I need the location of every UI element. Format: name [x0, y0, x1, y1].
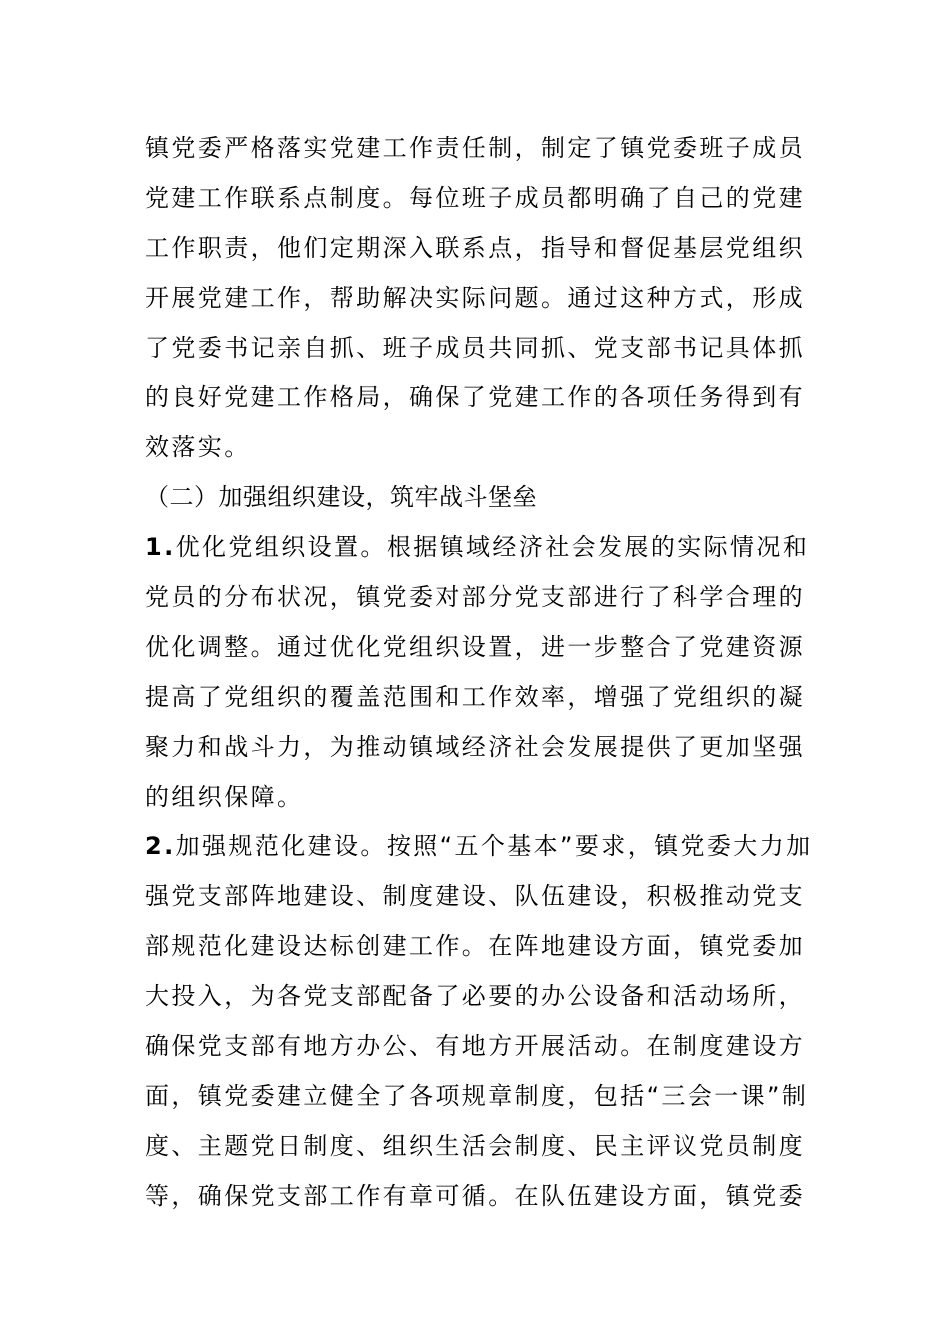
- item-1-title: 优化党组织设置。根据镇域经济社会发展的实际情况和: [175, 533, 810, 562]
- paragraph-line: 大投入，为各党支部配备了必要的办公设备和活动场所，: [145, 982, 805, 1011]
- item-2-title: 加强规范化建设。按照“五个基本”要求，镇党委大力加: [175, 832, 813, 861]
- paragraph-line: 等，确保党支部工作有章可循。在队伍建设方面，镇党委: [145, 1181, 805, 1210]
- paragraph-line: 确保党支部有地方办公、有地方开展活动。在制度建设方: [145, 1032, 805, 1061]
- item-1-first-line: [145, 523, 815, 573]
- paragraph-line: 面，镇党委建立健全了各项规章制度，包括“三会一课”制: [145, 1081, 809, 1110]
- paragraph-line: 工作职责，他们定期深入联系点，指导和督促基层党组织: [145, 233, 805, 262]
- paragraph-line: 开展党建工作，帮助解决实际问题。通过这种方式，形成: [145, 283, 805, 312]
- paragraph-line: 的组织保障。: [145, 782, 304, 811]
- paragraph-line: 的良好党建工作格局，确保了党建工作的各项任务得到有: [145, 383, 805, 412]
- paragraph-line: 镇党委严格落实党建工作责任制，制定了镇党委班子成员: [145, 134, 805, 162]
- item-1-number: 1.: [145, 533, 176, 562]
- item-2-number: 2.: [145, 832, 176, 861]
- paragraph-line: 效落实。: [145, 433, 251, 462]
- item-2-first-line: [145, 822, 815, 872]
- paragraph-line: 了党委书记亲自抓、班子成员共同抓、党支部书记具体抓: [145, 333, 805, 362]
- paragraph-line: 部规范化建设达标创建工作。在阵地建设方面，镇党委加: [145, 932, 805, 961]
- paragraph-line: 聚力和战斗力，为推动镇域经济社会发展提供了更加坚强: [145, 732, 805, 761]
- section-heading: （二）加强组织建设，筑牢战斗堡垒: [145, 483, 537, 512]
- paragraph-line: 党建工作联系点制度。每位班子成员都明确了自己的党建: [145, 183, 805, 212]
- paragraph-line: 强党支部阵地建设、制度建设、队伍建设，积极推动党支: [145, 882, 805, 911]
- paragraph-line: 度、主题党日制度、组织生活会制度、民主评议党员制度: [145, 1131, 805, 1160]
- paragraph-line: 提高了党组织的覆盖范围和工作效率，增强了党组织的凝: [145, 682, 805, 711]
- document-page: [145, 124, 815, 1222]
- paragraph-line: 党员的分布状况，镇党委对部分党支部进行了科学合理的: [145, 583, 805, 612]
- paragraph-line: 优化调整。通过优化党组织设置，进一步整合了党建资源: [145, 632, 805, 661]
